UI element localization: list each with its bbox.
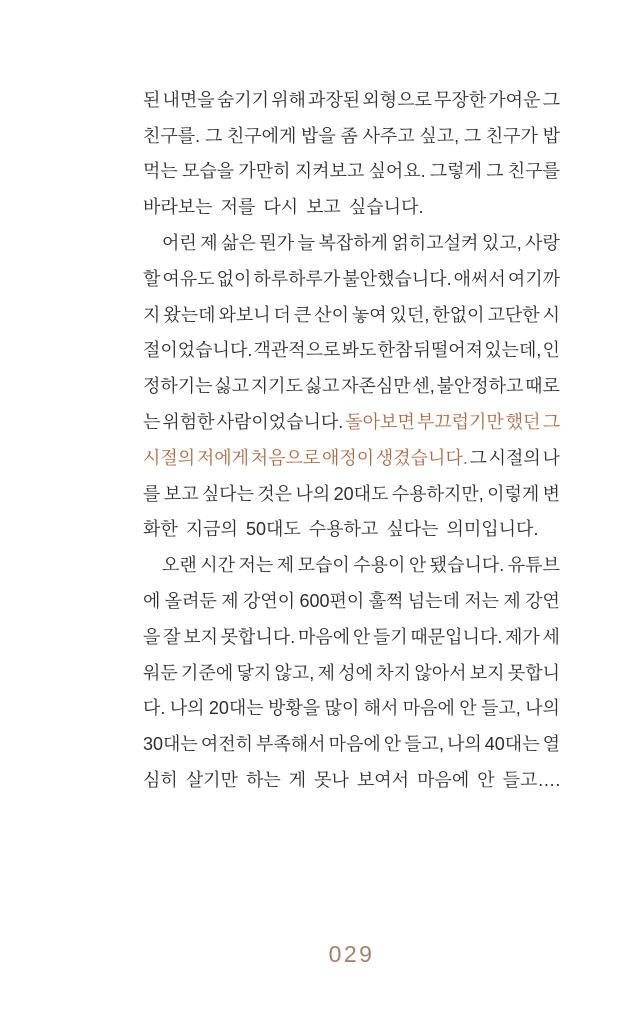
word: 그 [463,125,482,146]
word: 나의 [525,698,560,719]
word: 들고, [481,698,521,719]
word: 수용이 [353,555,406,576]
word: 바라보는 [143,197,213,218]
word: 는 [143,412,161,433]
word: 50대도 [245,519,301,540]
word: 그렇게 [429,161,482,182]
word: 게 [288,770,307,791]
word: 싶고, [419,125,460,146]
word: 고단한 [487,304,540,325]
word: 친구가 [485,125,538,146]
text-line [143,582,560,618]
word: 늘 [297,233,315,254]
highlighted-word: 했던 [505,412,541,433]
text-line [143,188,560,224]
word: 않고, [274,662,315,683]
word: 그 [469,447,487,468]
highlighted-word: 시절의 [143,447,196,468]
word: 사주고 [362,125,415,146]
word: 있던, [389,304,430,325]
word: 마음에 [297,626,351,647]
word: 시절의 [488,447,541,468]
word: 그 [542,89,560,110]
word: 안 [459,698,477,719]
word: 것은 [257,483,293,504]
word: 한참 [377,340,413,361]
word: 뭔가 [259,233,295,254]
word: 들고, [404,734,444,755]
text-line [143,761,560,797]
word: 부족해서 [256,734,326,755]
word: 20대도 [333,483,389,504]
word: 친구에게 [226,125,297,146]
word: 잘 [163,626,181,647]
word: 왔는데 [163,304,216,325]
word: 닿지 [236,662,272,683]
word: 무장한 [434,89,487,110]
word: 보여서 [356,770,410,791]
word: 마음에 [402,698,455,719]
word: 나의 [446,734,482,755]
text-line [143,511,560,547]
word: 삶은 [221,233,256,254]
word: 저는 [464,591,500,612]
word: 열 [542,734,560,755]
word: 저를 [220,197,256,218]
word: 20대는 [208,698,264,719]
word: 못나 [314,770,349,791]
word: 할 [143,268,161,289]
highlighted-word: 처음으로 [250,447,321,468]
word: 정하기는 [143,376,213,397]
word: 가여운 [488,89,541,110]
word: 자존심만 [341,376,411,397]
word: 을 [143,626,161,647]
word: 내면을 [162,89,215,110]
word: 세 [542,626,560,647]
word: 밥 [542,125,560,146]
word: 절이었습니다. [143,340,253,361]
highlighted-word: 부끄럽기만 [416,412,504,433]
word: 친구를. [143,125,201,146]
word: 먹는 [143,161,178,182]
word: 못합니다. [220,626,296,647]
word: 넘는데 [407,591,460,612]
highlighted-word: 저에게 [196,447,250,468]
word: 복잡하게 [318,233,389,254]
text-line [143,296,560,332]
text-line [143,475,560,511]
word: 이렇게 [487,483,540,504]
word: 싶습니다. [348,197,424,218]
word: 수용하고 [308,519,379,540]
word: 불안했습니다. [342,268,452,289]
word: 지 [143,304,161,325]
word: 센, [412,376,435,397]
word: 안 [383,734,402,755]
word: 여전히 [200,734,253,755]
text-line [143,403,560,439]
text-line [143,332,560,368]
word: 제가 [505,626,540,647]
word: 않아서 [414,662,467,683]
word: 보고 [306,197,341,218]
word: 객관적으로 [253,340,341,361]
word: 유튜브 [507,555,560,576]
word: 변 [542,483,560,504]
word: 있고, [481,233,522,254]
highlighted-word: 애정이 [322,447,375,468]
word: 때문입니다. [410,626,503,647]
word: 들기 [372,626,408,647]
word: 살기만 [185,770,238,791]
word: 보지 [183,626,218,647]
word: 강연이 [242,591,296,612]
text-line [143,367,560,403]
word: 숨기기 [216,89,269,110]
word: 모습이 [297,555,350,576]
word: 오랜 [162,555,197,576]
word: 외형으로 [362,89,432,110]
word: 좀 [340,125,358,146]
text-line [143,725,560,761]
page-number: 029 [328,941,375,967]
word: 산이 [314,304,349,325]
highlighted-word: 생겼습니다. [375,447,468,468]
word: 과장된 [308,89,361,110]
highlighted-word: 그 [542,412,560,433]
word: 성에 [338,662,374,683]
word: 보고 [163,483,199,504]
word: 제 [276,555,295,576]
word: 친구를 [507,161,560,182]
word: 나의 [169,698,205,719]
word: 위해 [271,89,306,110]
text-line [143,224,560,260]
word: 수용하지만, [391,483,484,504]
word: 와보니 [218,304,271,325]
word: 지금의 [185,519,238,540]
body-text [143,81,560,797]
word: 그 [204,125,223,146]
word: 때로 [525,376,560,397]
word: 싫고 [304,376,340,397]
word: 마음에 [328,734,381,755]
word: 큰 [293,304,312,325]
word: 훌쩍 [368,591,404,612]
word: 제 [503,591,521,612]
word: 밥을 [301,125,336,146]
word: 시간 [200,555,236,576]
text-line [143,690,560,726]
word: 강연 [525,591,560,612]
word: 봐도 [341,340,377,361]
word: 보지 [469,662,505,683]
word: 애써서 [453,268,506,289]
word: 싶다는 [386,519,439,540]
text-line [143,153,560,189]
word: 40대는 [484,734,540,755]
text-line [143,117,560,153]
word: 싫고 [214,376,250,397]
text-line [143,546,560,582]
word: 방황을 [268,698,321,719]
word: 더 [273,304,291,325]
word: 제 [221,591,239,612]
text-line [143,654,560,690]
word: 한없이 [432,304,485,325]
word: 를 [143,483,161,504]
word: 의미입니다. [446,519,539,540]
word: 하루하루가 [253,268,341,289]
word: 못합니 [507,662,560,683]
text-line [143,81,560,117]
word: 나 [542,447,560,468]
word: 인 [542,340,560,361]
text-line [143,618,560,654]
word: 차지 [376,662,412,683]
word: 화한 [143,519,178,540]
word: 여기까 [507,268,560,289]
word: 어린 [162,233,197,254]
word: 시 [542,304,560,325]
word: 안 [352,626,371,647]
word: 놓여 [351,304,387,325]
word: 나의 [295,483,331,504]
word: 하는 [245,770,281,791]
word: 됐습니다. [429,555,505,576]
word: 지켜보고 [294,161,365,182]
word: 있는데, [484,340,542,361]
text-line [143,439,560,475]
word: 여유도 [162,268,215,289]
word: 된 [143,89,161,110]
word: 위험한 [162,412,215,433]
word: 저는 [238,555,274,576]
word: 심히 [143,770,178,791]
word: 다시 [263,197,299,218]
word: 안 [408,555,427,576]
word: 얽히고설켜 [391,233,479,254]
word: 30대는 [143,734,198,755]
word: 불안정하고 [436,376,524,397]
word: 싶어요. [368,161,426,182]
word: 600편이 [299,591,365,612]
word: 에 [143,591,161,612]
word: 없이 [216,268,252,289]
word: 사랑 [525,233,560,254]
highlighted-word: 돌아보면 [345,412,415,433]
word: 사람이었습니다. [216,412,344,433]
word: 뒤떨어져 [413,340,484,361]
word: 싶다는 [201,483,255,504]
word: 마음에 [417,770,470,791]
word: 다. [143,698,166,719]
word: 그 [486,161,504,182]
word: 안 [477,770,495,791]
word: 제 [200,233,218,254]
word: 들고…. [502,770,560,791]
word: 지기도 [250,376,303,397]
word: 해서 [363,698,399,719]
word: 제 [317,662,335,683]
word: 기준에 [181,662,234,683]
word: 올려둔 [164,591,217,612]
word: 모습을 [181,161,235,182]
text-line [143,260,560,296]
word: 많이 [324,698,360,719]
word: 워둔 [143,662,178,683]
word: 가만히 [238,161,291,182]
